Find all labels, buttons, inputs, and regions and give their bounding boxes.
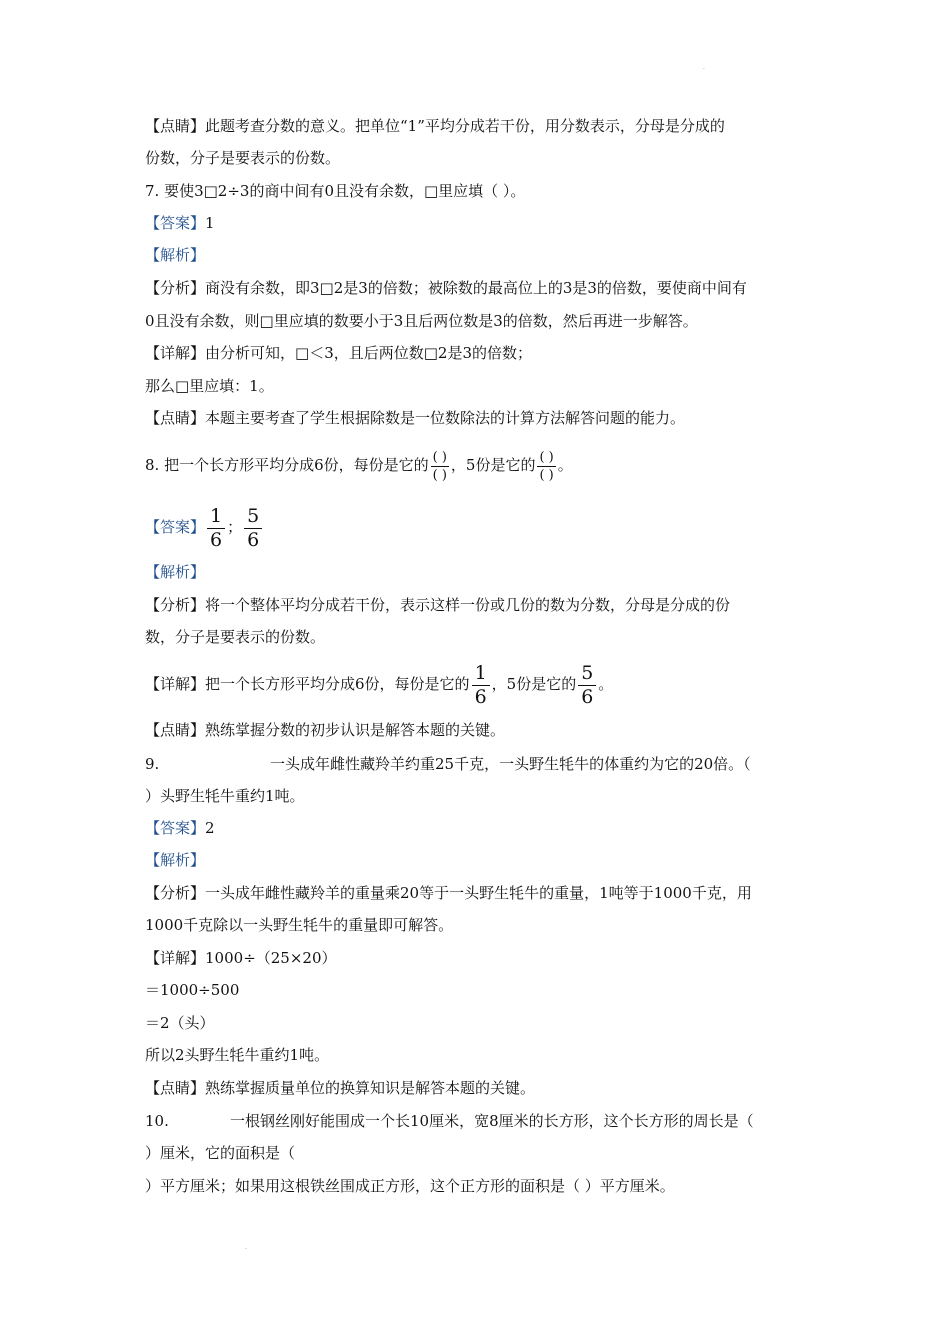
q9-question-line-2: ）头野生牦牛重约1吨。 xyxy=(145,787,305,805)
detail-text: 由分析可知，□＜3，且后两位数□2是3的倍数； xyxy=(205,344,532,362)
fraction-numerator: 5 xyxy=(247,504,260,527)
detail-text: 1000÷（25×20） xyxy=(205,949,337,967)
answer-value: 2 xyxy=(205,819,215,837)
fraction-bar xyxy=(431,466,449,467)
fenxi-tag: 【分析】 xyxy=(145,884,206,902)
q7-question: 7. 要使3□2÷3的商中间有0且没有余数，□里应填（ ）。 xyxy=(145,182,526,200)
fenxi-text: 将一个整体平均分成若干份，表示这样一份或几份的数为分数，分母是分成的份 xyxy=(205,596,731,614)
blank-denominator: ( ) xyxy=(539,467,554,483)
fenxi-text: 商没有余数，即3□2是3的倍数；被除数的最高位上的3是3的倍数，要使商中间有 xyxy=(205,279,747,297)
blank-fraction-2 xyxy=(537,451,555,482)
q7-fenxi-2: 0且没有余数，则□里应填的数要小于3且后两位数是3的倍数，然后再进一步解答。 xyxy=(145,312,698,330)
fraction-denominator: 6 xyxy=(210,528,223,551)
answer-fraction-2 xyxy=(244,504,262,551)
q8-question xyxy=(145,444,573,486)
fenxi-tag: 【分析】 xyxy=(145,279,206,297)
blank-fraction-1 xyxy=(431,451,449,482)
detail-mid: ，5份是它的 xyxy=(491,675,577,693)
fraction-numerator: 1 xyxy=(474,661,487,684)
detail-fraction-1 xyxy=(472,661,490,708)
scan-dot: · xyxy=(703,66,705,73)
q8-question-end: 。 xyxy=(557,456,573,474)
answer-separator: ； xyxy=(227,518,243,536)
fraction-denominator: 6 xyxy=(247,528,260,551)
q10-question-line-2: ）厘米，它的面积是（ xyxy=(145,1144,296,1162)
q9-question-number: 9. xyxy=(145,755,160,773)
q9-analysis-tag xyxy=(145,850,205,870)
q9-detail-3: ＝2（头） xyxy=(145,1014,215,1032)
fenxi-tag: 【分析】 xyxy=(145,596,206,614)
detail-tag: 【详解】 xyxy=(145,949,206,967)
analysis-tag: 【解析】 xyxy=(145,246,206,264)
q10-question-line-1: 一根钢丝刚好能围成一个长10厘米，宽8厘米的长方形，这个长方形的周长是（ xyxy=(230,1112,754,1130)
tip-text: 熟练掌握分数的初步认识是解答本题的关键。 xyxy=(205,721,506,739)
tip-tag: 【点睛】 xyxy=(145,1079,206,1097)
detail-fraction-2 xyxy=(578,661,596,708)
q9-fenxi-1 xyxy=(145,883,752,903)
fraction-denominator: 6 xyxy=(581,685,594,708)
answer-tag: 【答案】 xyxy=(145,214,206,232)
q8-tip xyxy=(145,720,505,740)
analysis-tag: 【解析】 xyxy=(145,563,206,581)
q9-answer xyxy=(145,818,215,838)
q9-tip xyxy=(145,1078,535,1098)
q10-question-line-3: ）平方厘米；如果用这根铁丝围成正方形，这个正方形的面积是（ ）平方厘米。 xyxy=(145,1177,675,1195)
q7-fenxi-1 xyxy=(145,278,747,298)
q9-detail-2: ＝1000÷500 xyxy=(145,981,240,999)
answer-fraction-1 xyxy=(207,504,225,551)
q8-fenxi-2: 数，分子是要表示的份数。 xyxy=(145,628,326,646)
answer-value: 1 xyxy=(205,214,215,232)
q7-tip xyxy=(145,408,685,428)
scan-dot: · xyxy=(245,1246,247,1253)
q8-answer xyxy=(145,502,264,552)
tip-text: 此题考查分数的意义。把单位“1”平均分成若干份，用分数表示，分母是分成的 xyxy=(205,117,725,135)
analysis-tag: 【解析】 xyxy=(145,851,206,869)
detail-tag: 【详解】 xyxy=(145,344,206,362)
q7-analysis-tag xyxy=(145,245,205,265)
q8-question-mid: ，5份是它的 xyxy=(450,456,536,474)
blank-numerator: ( ) xyxy=(539,449,554,465)
tip-tag: 【点睛】 xyxy=(145,409,206,427)
q8-detail xyxy=(145,660,613,708)
q8-question-pre: 8. 把一个长方形平均分成6份，每份是它的 xyxy=(145,456,429,474)
answer-tag: 【答案】 xyxy=(145,518,206,536)
q9-fenxi-2: 1000千克除以一头野生牦牛的重量即可解答。 xyxy=(145,916,454,934)
tip-tag: 【点睛】 xyxy=(145,721,206,739)
q7-answer xyxy=(145,213,215,233)
fraction-numerator: 5 xyxy=(581,661,594,684)
fraction-numerator: 1 xyxy=(210,504,223,527)
q8-analysis-tag xyxy=(145,562,205,582)
q7-detail-2: 那么□里应填：1。 xyxy=(145,377,274,395)
q9-detail-4: 所以2头野生牦牛重约1吨。 xyxy=(145,1046,330,1064)
tip-text: 本题主要考查了学生根据除数是一位数除法的计算方法解答问题的能力。 xyxy=(205,409,686,427)
q8-fenxi-1 xyxy=(145,595,730,615)
detail-end: 。 xyxy=(598,675,614,693)
fenxi-text: 一头成年雌性藏羚羊的重量乘20等于一头野生牦牛的重量，1吨等于1000千克，用 xyxy=(205,884,752,902)
tip-tag: 【点睛】 xyxy=(145,117,206,135)
detail-tag: 【详解】 xyxy=(145,675,206,693)
fraction-denominator: 6 xyxy=(474,685,487,708)
q6-tip-line-2: 份数，分子是要表示的份数。 xyxy=(145,149,341,167)
q10-question-number: 10. xyxy=(145,1112,169,1130)
fraction-bar xyxy=(537,466,555,467)
q6-tip-line-1 xyxy=(145,116,725,136)
answer-tag: 【答案】 xyxy=(145,819,206,837)
tip-text: 熟练掌握质量单位的换算知识是解答本题的关键。 xyxy=(205,1079,536,1097)
q9-question-line-1: 一头成年雌性藏羚羊约重25千克，一头野生牦牛的体重约为它的20倍。（ xyxy=(270,755,751,773)
q9-detail-1 xyxy=(145,948,337,968)
blank-denominator: ( ) xyxy=(432,467,447,483)
q7-detail-1 xyxy=(145,343,532,363)
detail-pre: 把一个长方形平均分成6份，每份是它的 xyxy=(205,675,470,693)
blank-numerator: ( ) xyxy=(432,449,447,465)
